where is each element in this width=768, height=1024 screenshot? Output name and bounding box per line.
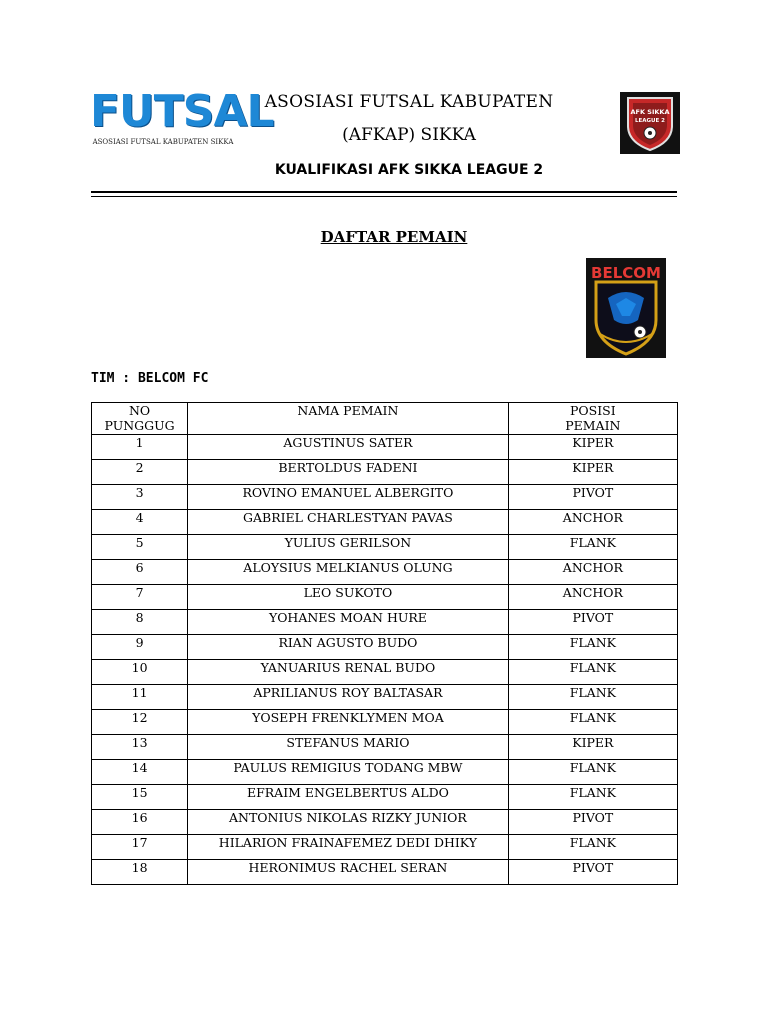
- player-position-cell: FLANK: [508, 635, 677, 660]
- player-name-cell: EFRAIM ENGELBERTUS ALDO: [188, 785, 509, 810]
- header-divider-thick: [91, 191, 677, 193]
- table-row: [92, 735, 678, 760]
- jersey-number-cell: 7: [92, 585, 188, 610]
- player-position-cell: KIPER: [508, 460, 677, 485]
- player-position-cell: FLANK: [508, 710, 677, 735]
- player-name-cell: YOSEPH FRENKLYMEN MOA: [188, 710, 509, 735]
- player-name-cell: YANUARIUS RENAL BUDO: [188, 660, 509, 685]
- league-shield-icon: [620, 92, 680, 154]
- belcom-team-logo: [586, 258, 666, 358]
- jersey-number-cell: 13: [92, 735, 188, 760]
- table-row: [92, 835, 678, 860]
- team-name-line: TIM : BELCOM FC: [91, 371, 209, 386]
- table-row: [92, 460, 678, 485]
- player-name-cell: HILARION FRAINAFEMEZ DEDI DHIKY: [188, 835, 509, 860]
- jersey-number-cell: 11: [92, 685, 188, 710]
- organization-title-line2: (AFKAP) SIKKA: [342, 125, 476, 145]
- player-name-cell: ALOYSIUS MELKIANUS OLUNG: [188, 560, 509, 585]
- player-position-cell: ANCHOR: [508, 510, 677, 535]
- player-position-cell: FLANK: [508, 685, 677, 710]
- jersey-number-cell: 8: [92, 610, 188, 635]
- table-header-row: [92, 403, 678, 435]
- table-row: [92, 760, 678, 785]
- table-row: [92, 535, 678, 560]
- table-row: [92, 860, 678, 885]
- table-row: [92, 710, 678, 735]
- player-position-cell: PIVOT: [508, 810, 677, 835]
- svg-text:LEAGUE 2: LEAGUE 2: [635, 118, 665, 124]
- jersey-number-cell: 18: [92, 860, 188, 885]
- jersey-number-cell: 2: [92, 460, 188, 485]
- table-row: [92, 660, 678, 685]
- table-row: [92, 585, 678, 610]
- player-position-cell: FLANK: [508, 785, 677, 810]
- header-player-name-text: NAMA PEMAIN: [297, 403, 399, 418]
- table-row: [92, 560, 678, 585]
- player-roster-table: [91, 402, 678, 885]
- table-row: [92, 485, 678, 510]
- header-player-name: [188, 403, 509, 435]
- player-name-cell: YULIUS GERILSON: [188, 535, 509, 560]
- document-title-text: DAFTAR PEMAIN: [320, 228, 468, 246]
- header-jersey-number-text: NO PUNGGUG: [104, 403, 175, 433]
- player-name-cell: HERONIMUS RACHEL SERAN: [188, 860, 509, 885]
- table-row: [92, 785, 678, 810]
- document-title: [300, 228, 488, 246]
- table-row: [92, 635, 678, 660]
- player-name-cell: PAULUS REMIGIUS TODANG MBW: [188, 760, 509, 785]
- player-position-cell: FLANK: [508, 535, 677, 560]
- player-name-cell: STEFANUS MARIO: [188, 735, 509, 760]
- table-row: [92, 610, 678, 635]
- player-name-cell: BERTOLDUS FADENI: [188, 460, 509, 485]
- jersey-number-cell: 14: [92, 760, 188, 785]
- jersey-number-cell: 3: [92, 485, 188, 510]
- player-name-cell: AGUSTINUS SATER: [188, 435, 509, 460]
- jersey-number-cell: 6: [92, 560, 188, 585]
- player-position-cell: FLANK: [508, 760, 677, 785]
- jersey-number-cell: 12: [92, 710, 188, 735]
- player-position-cell: ANCHOR: [508, 560, 677, 585]
- player-position-cell: ANCHOR: [508, 585, 677, 610]
- competition-subtitle: KUALIFIKASI AFK SIKKA LEAGUE 2: [274, 162, 544, 178]
- player-name-cell: YOHANES MOAN HURE: [188, 610, 509, 635]
- header-player-position-text: POSISI PEMAIN: [565, 403, 621, 433]
- jersey-number-cell: 16: [92, 810, 188, 835]
- player-position-cell: PIVOT: [508, 485, 677, 510]
- table-row: [92, 510, 678, 535]
- team-crest-icon: [586, 258, 666, 358]
- player-position-cell: FLANK: [508, 660, 677, 685]
- svg-text:AFK SIKKA: AFK SIKKA: [630, 108, 670, 116]
- jersey-number-cell: 17: [92, 835, 188, 860]
- jersey-number-cell: 9: [92, 635, 188, 660]
- player-position-cell: FLANK: [508, 835, 677, 860]
- roster-table-body: [92, 435, 678, 885]
- jersey-number-cell: 1: [92, 435, 188, 460]
- player-name-cell: ROVINO EMANUEL ALBERGITO: [188, 485, 509, 510]
- header-jersey-number: [92, 403, 188, 435]
- futsal-logo-wordmark: FUTSAL: [90, 86, 274, 137]
- player-position-cell: KIPER: [508, 435, 677, 460]
- jersey-number-cell: 5: [92, 535, 188, 560]
- player-name-cell: LEO SUKOTO: [188, 585, 509, 610]
- futsal-logo-caption: ASOSIASI FUTSAL KABUPATEN SIKKA: [92, 138, 234, 146]
- header-player-position: [508, 403, 677, 435]
- player-name-cell: APRILIANUS ROY BALTASAR: [188, 685, 509, 710]
- svg-text:BELCOM: BELCOM: [591, 264, 661, 282]
- player-position-cell: PIVOT: [508, 610, 677, 635]
- organization-title-line1: ASOSIASI FUTSAL KABUPATEN: [264, 92, 554, 112]
- player-name-cell: GABRIEL CHARLESTYAN PAVAS: [188, 510, 509, 535]
- jersey-number-cell: 15: [92, 785, 188, 810]
- afk-sikka-league-logo: [620, 92, 680, 154]
- jersey-number-cell: 4: [92, 510, 188, 535]
- table-row: [92, 685, 678, 710]
- player-position-cell: KIPER: [508, 735, 677, 760]
- header-divider-thin: [91, 196, 677, 197]
- player-name-cell: ANTONIUS NIKOLAS RIZKY JUNIOR: [188, 810, 509, 835]
- player-name-cell: RIAN AGUSTO BUDO: [188, 635, 509, 660]
- jersey-number-cell: 10: [92, 660, 188, 685]
- player-position-cell: PIVOT: [508, 860, 677, 885]
- table-row: [92, 435, 678, 460]
- table-row: [92, 810, 678, 835]
